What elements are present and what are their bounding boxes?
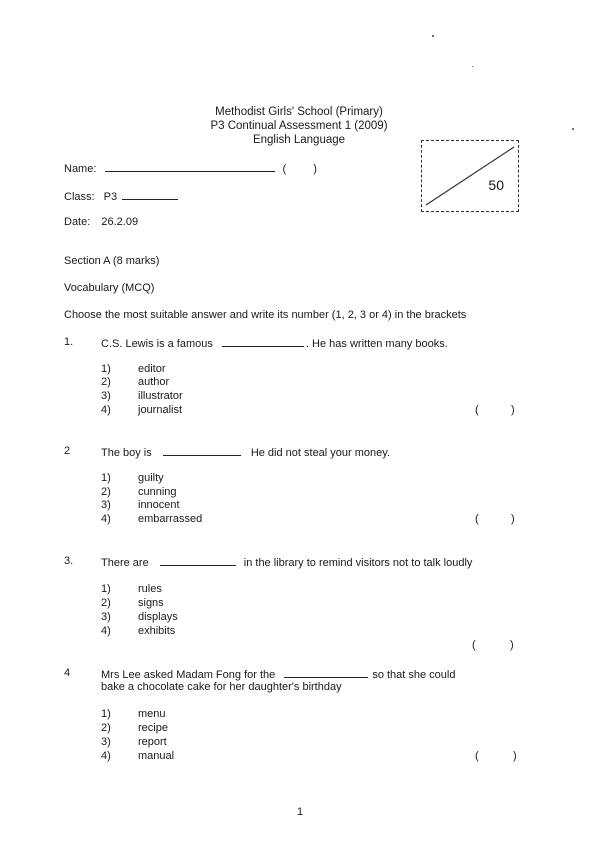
scan-speck xyxy=(572,128,574,130)
answer-bracket-close: ) xyxy=(510,639,514,651)
question-number: 3. xyxy=(64,555,74,567)
option-number: 1) xyxy=(101,472,111,484)
option-text: cunning xyxy=(138,486,177,498)
class-row xyxy=(64,189,178,203)
option-number: 4) xyxy=(101,625,111,637)
option-text: manual xyxy=(138,750,175,762)
option-text: menu xyxy=(138,708,166,720)
question-text-after: . He has written many books. xyxy=(305,338,448,350)
answer-blank[interactable] xyxy=(163,445,241,456)
option-text: recipe xyxy=(138,722,168,734)
option-text: editor xyxy=(138,363,166,375)
answer-bracket-close: ) xyxy=(511,513,515,525)
option-number: 2) xyxy=(101,376,111,388)
question-number: 1. xyxy=(64,336,74,348)
option-number: 2) xyxy=(101,486,111,498)
score-slash xyxy=(422,141,518,211)
option-number: 3) xyxy=(101,736,111,748)
question-text xyxy=(101,555,472,569)
class-value: P3 xyxy=(103,191,118,203)
subject-title: English Language xyxy=(252,134,346,146)
instruction-text: Choose the most suitable answer and write its number (1, 2, 3 or 4) in the brackets xyxy=(64,309,467,321)
answer-bracket-open: ( xyxy=(475,513,479,525)
register-open-bracket: ( xyxy=(282,163,287,175)
question-text xyxy=(101,445,390,459)
class-label: Class: xyxy=(64,191,95,203)
question-text-before: Mrs Lee asked Madam Fong for the xyxy=(101,669,276,681)
answer-bracket-open: ( xyxy=(475,404,479,416)
question-text-continued: bake a chocolate cake for her daughter's birthday xyxy=(101,681,342,693)
school-name: Methodist Girls' School (Primary) xyxy=(215,106,383,118)
register-close-bracket: ) xyxy=(313,163,317,175)
date-row xyxy=(64,216,138,228)
answer-bracket-close: ) xyxy=(513,750,517,762)
option-number: 1) xyxy=(101,363,111,375)
option-text: report xyxy=(138,736,167,748)
score-total: 50 xyxy=(488,177,504,193)
question-text-before: There are xyxy=(101,557,149,569)
option-text: exhibits xyxy=(138,625,176,637)
answer-bracket-close: ) xyxy=(511,404,515,416)
option-text: guilty xyxy=(138,472,164,484)
option-text: embarrassed xyxy=(138,513,203,525)
option-number: 2) xyxy=(101,722,111,734)
name-blank[interactable] xyxy=(105,161,275,172)
option-number: 1) xyxy=(101,708,111,720)
option-text: signs xyxy=(138,597,164,609)
answer-bracket-open: ( xyxy=(475,750,479,762)
score-box xyxy=(421,140,519,212)
option-text: journalist xyxy=(138,404,183,416)
answer-blank[interactable] xyxy=(160,555,236,566)
option-text: rules xyxy=(138,583,162,595)
question-text-after: so that she could xyxy=(372,669,456,681)
question-text xyxy=(101,667,455,681)
question-text-before: C.S. Lewis is a famous xyxy=(101,338,213,350)
option-number: 3) xyxy=(101,611,111,623)
name-row xyxy=(64,161,317,175)
answer-bracket-open: ( xyxy=(472,639,476,651)
option-number: 3) xyxy=(101,390,111,402)
question-text-after: He did not steal your money. xyxy=(250,447,391,459)
scan-speck xyxy=(432,35,434,37)
date-value: 26.2.09 xyxy=(101,216,139,228)
name-label: Name: xyxy=(64,163,97,175)
class-blank[interactable] xyxy=(122,189,178,200)
option-number: 4) xyxy=(101,404,111,416)
question-number: 2 xyxy=(64,445,71,457)
option-text: author xyxy=(138,376,170,388)
option-number: 4) xyxy=(101,513,111,525)
option-number: 3) xyxy=(101,499,111,511)
question-text-before: The boy is xyxy=(101,447,152,459)
assessment-title: P3 Continual Assessment 1 (2009) xyxy=(210,120,388,132)
answer-blank[interactable] xyxy=(284,667,368,678)
question-text-after: in the library to remind visitors not to talk loudly xyxy=(243,557,473,569)
question-number: 4 xyxy=(64,667,71,679)
scan-speck xyxy=(472,66,473,67)
section-subtitle: Vocabulary (MCQ) xyxy=(64,282,155,294)
answer-blank[interactable] xyxy=(222,336,304,347)
option-number: 1) xyxy=(101,583,111,595)
page-number: 1 xyxy=(296,806,304,818)
date-label: Date: xyxy=(64,216,91,228)
section-title: Section A (8 marks) xyxy=(64,255,160,267)
question-text xyxy=(101,336,448,350)
option-text: illustrator xyxy=(138,390,183,402)
option-text: innocent xyxy=(138,499,180,511)
option-text: displays xyxy=(138,611,178,623)
option-number: 4) xyxy=(101,750,111,762)
option-number: 2) xyxy=(101,597,111,609)
